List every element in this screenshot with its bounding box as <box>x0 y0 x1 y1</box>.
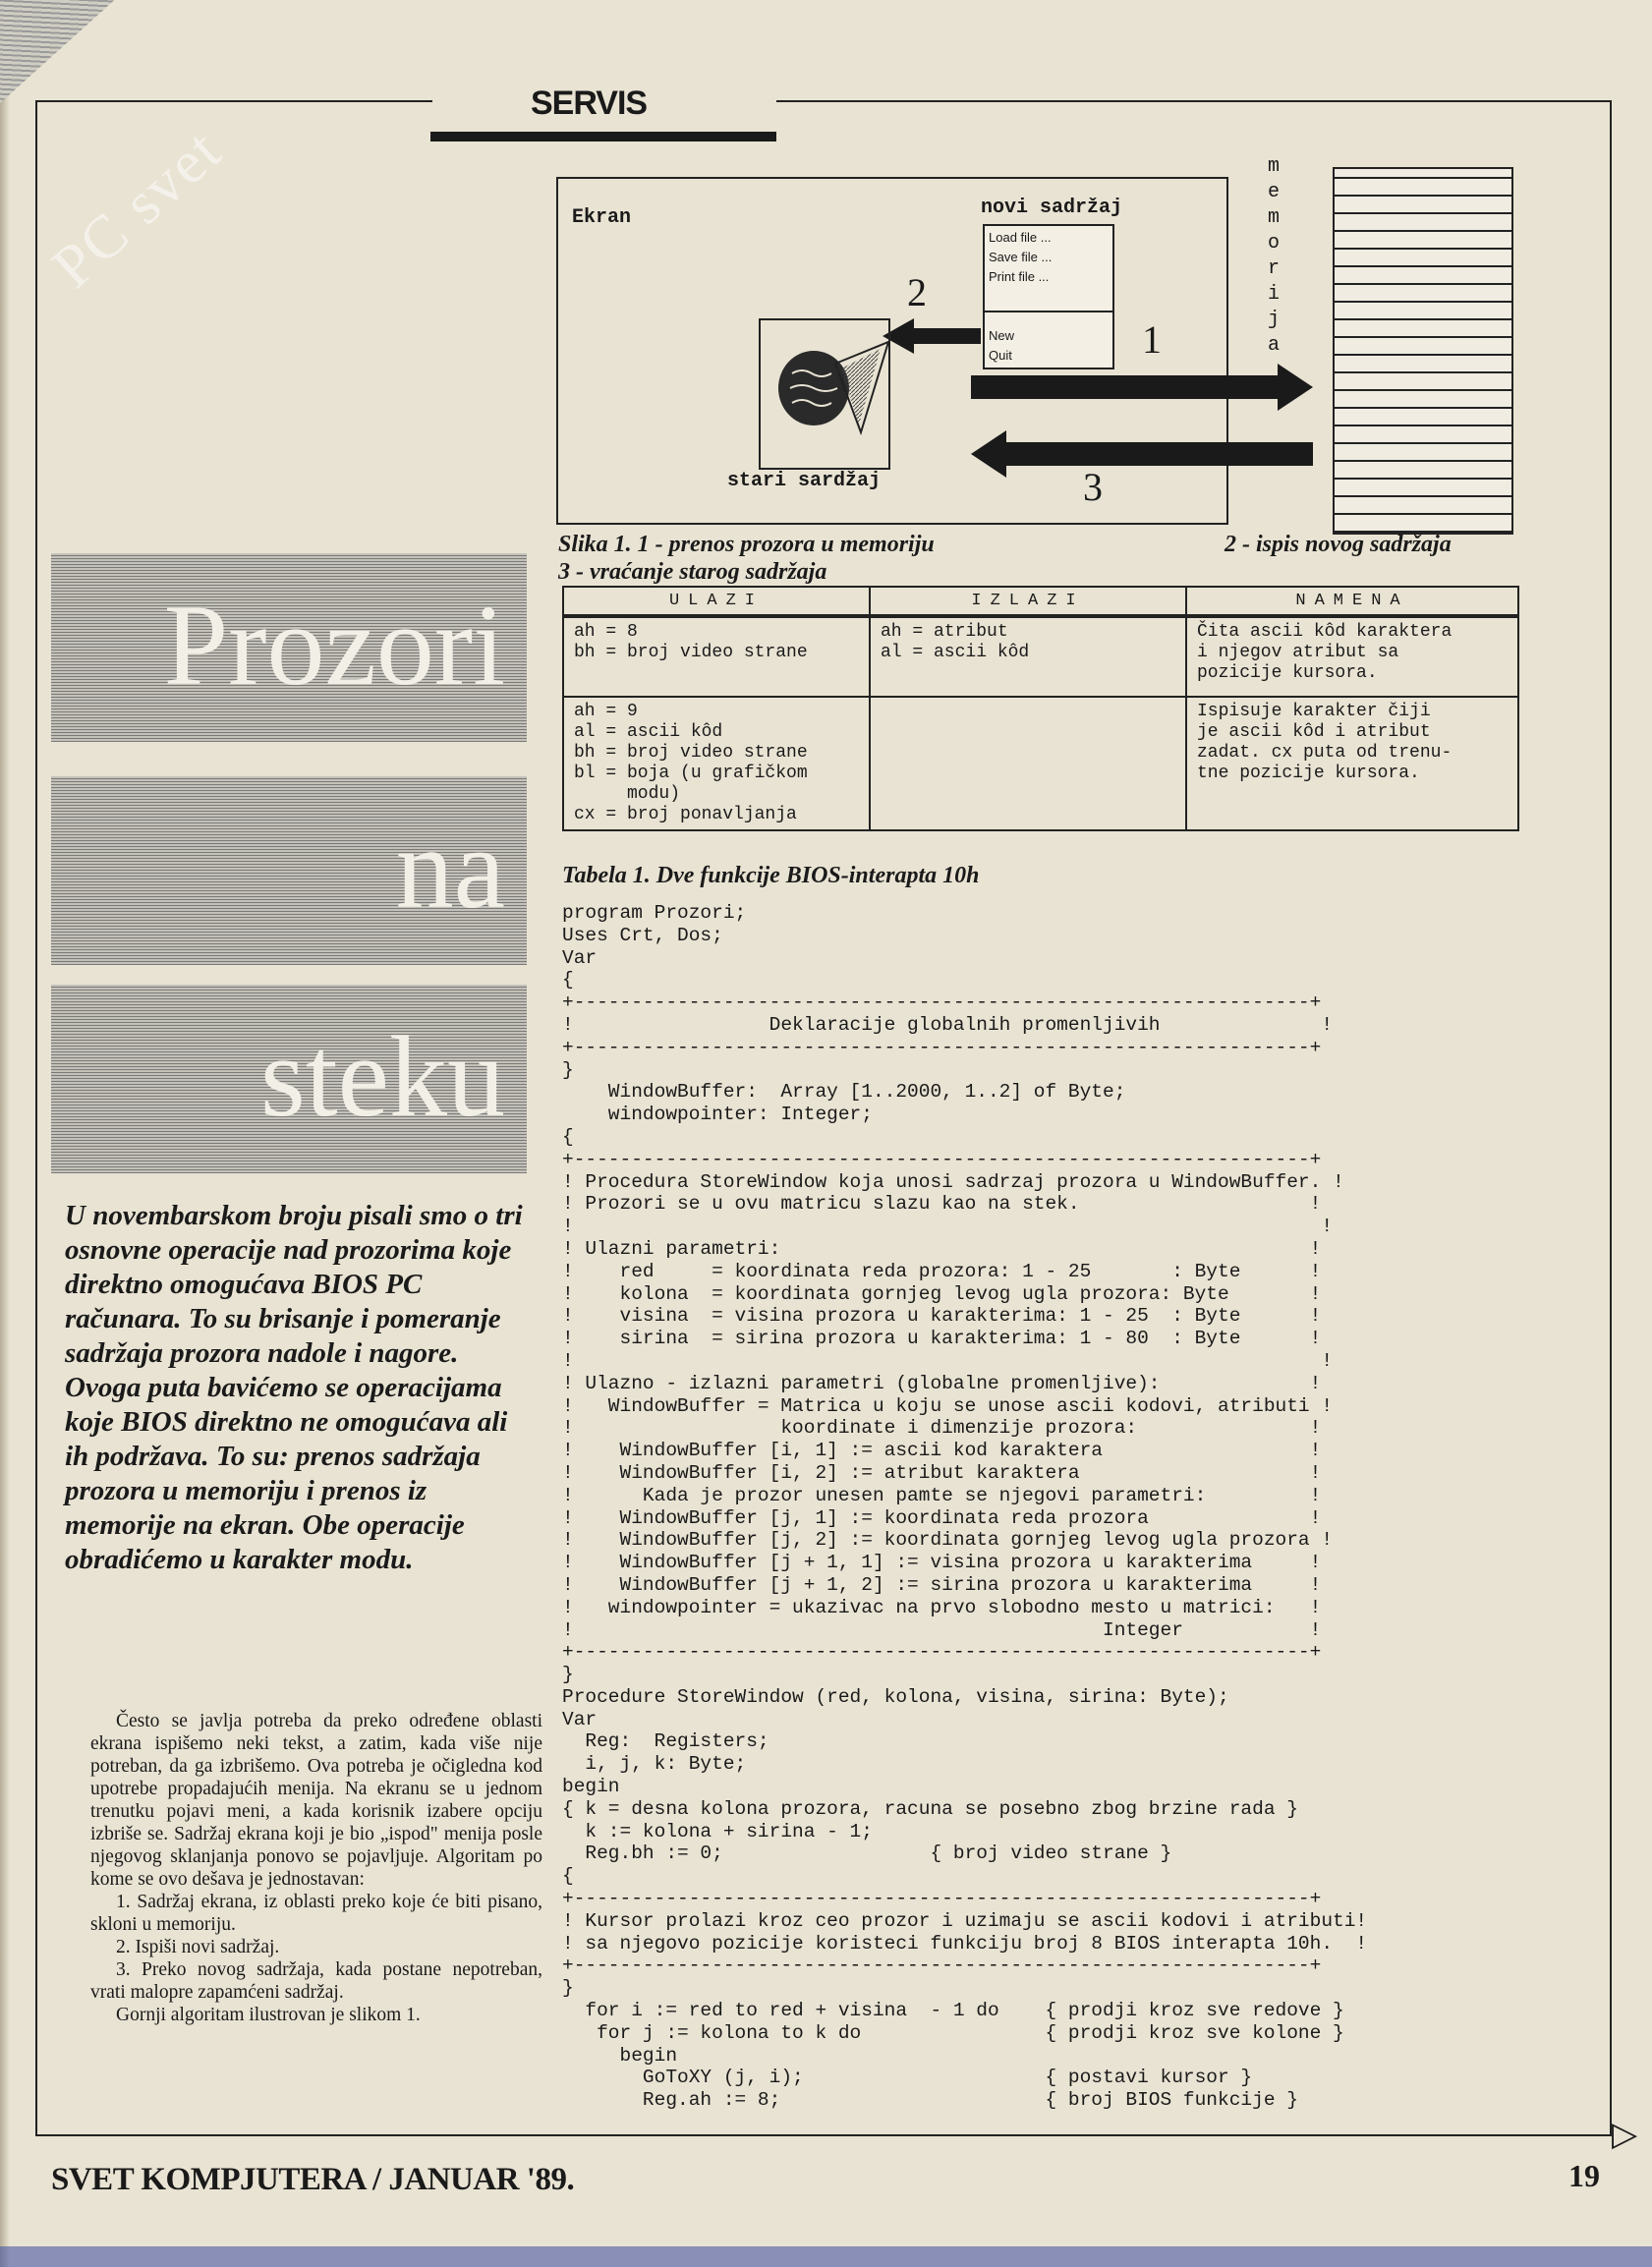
cell-line: Čita ascii kôd karaktera <box>1197 622 1453 642</box>
code-line: ! ! <box>562 1349 1334 1372</box>
code-line: +----------------------------------------------------------------+ <box>562 1641 1322 1664</box>
code-line: ! red = koordinata reda prozora: 1 - 25 : Byte ! <box>562 1260 1322 1282</box>
cell-line: modu) <box>574 784 681 804</box>
code-line: i, j, k: Byte; <box>562 1753 747 1776</box>
body-step-3: 3. Preko novog sadržaja, kada postane nepotreban, vrati malopre zapamćeni sadržaj. <box>90 1959 542 2003</box>
frame-bottom-rule <box>35 2134 1612 2136</box>
arrow-2-icon <box>883 316 981 356</box>
body-step-2: 2. Ispiši novi sadržaj. <box>116 1937 280 1957</box>
code-line: ! Kada je prozor unesen pamte se njegovi parametri: ! <box>562 1484 1322 1506</box>
screen-figure <box>556 177 1228 525</box>
code-line: } <box>562 1977 574 2000</box>
code-line: Reg.bh := 0; { broj video strane } <box>562 1842 1172 1865</box>
table-row <box>563 616 1518 697</box>
title-line-3: steku <box>259 1012 505 1141</box>
table-header-namena: NAMENA <box>1186 587 1518 616</box>
memory-letter: m <box>1268 155 1281 178</box>
bios-table <box>562 586 1519 831</box>
cell-line: pozicije kursora. <box>1197 663 1378 683</box>
cell-line: je ascii kôd i atribut <box>1197 722 1431 742</box>
code-line: +----------------------------------------------------------------+ <box>562 1148 1322 1170</box>
code-line: ! Prozori se u ovu matricu slazu kao na stek. ! <box>562 1193 1322 1216</box>
arrow-3-icon <box>971 430 1313 478</box>
table-cell-izlazi <box>870 616 1186 697</box>
code-line: ! WindowBuffer = Matrica u koju se unose ascii kodovi, atributi ! <box>562 1394 1334 1417</box>
code-listing <box>562 902 1545 2112</box>
arrow-2-label: 2 <box>907 270 927 314</box>
body-closing: Gornji algoritam ilustrovan je slikom 1. <box>116 2005 421 2025</box>
memory-letter: e <box>1268 181 1281 203</box>
code-line: Var <box>562 1708 598 1730</box>
code-line: { <box>562 1865 574 1888</box>
figure-caption-3: 3 - vraćanje starog sadržaja <box>558 559 827 585</box>
table-cell-ulazi <box>563 697 870 830</box>
table-cell-izlazi <box>870 697 1186 830</box>
cell-line: zadat. cx puta od trenu- <box>1197 743 1453 763</box>
code-line: Reg: Registers; <box>562 1730 769 1753</box>
corner-banner-text: PC svet <box>39 116 235 302</box>
code-line: { k = desna kolona prozora, racuna se posebno zbog brzine rada } <box>562 1797 1298 1820</box>
code-line: +----------------------------------------------------------------+ <box>562 1955 1322 1977</box>
code-line: ! sirina = sirina prozora u karakterima: 1 - 80 : Byte ! <box>562 1328 1322 1350</box>
table-row <box>563 697 1518 830</box>
body-text <box>90 1710 542 2026</box>
cell-line: bh = broj video strane <box>574 643 808 662</box>
table-header-izlazi: IZLAZI <box>870 587 1186 616</box>
cell-line: cx = broj ponavljanja <box>574 805 797 824</box>
arrow-3-label: 3 <box>1083 465 1103 509</box>
code-line: +----------------------------------------------------------------+ <box>562 992 1322 1014</box>
arrow-1-icon <box>971 364 1313 411</box>
screen-label: Ekran <box>572 206 632 229</box>
code-line: Reg.ah := 8; { broj BIOS funkcije } <box>562 2089 1298 2112</box>
body-paragraph: Često se javlja potreba da preko određene oblasti ekrana ispišemo neki tekst, a zatim, kada više nije potreban, da ga izbrišemo. Ova potreba je očigledna kod upotrebe propadajućih menija. Na ekranu se u jednom trenutku pojavi meni, a kada korisnik izabere opciju izbriše se. Sadržaj ekrana koji je bio „ispod" menija posle njegovog sklanjanja ponovo se pojavljuje. Algoritam po kome se ovo dešava je jednostavan: <box>90 1711 542 1890</box>
old-content-label: stari sardžaj <box>727 470 882 492</box>
code-line: ! Procedura StoreWindow koja unosi sadrzaj prozora u WindowBuffer. ! <box>562 1170 1344 1193</box>
title-block-1 <box>51 553 527 742</box>
menu-item-load: Load file ... <box>989 230 1052 245</box>
code-line: ! Ulazni parametri: ! <box>562 1237 1322 1260</box>
memory-letter: j <box>1268 309 1281 331</box>
code-line: Var <box>562 946 598 969</box>
code-line: { <box>562 1125 574 1148</box>
cell-line: al = ascii kôd <box>881 643 1030 662</box>
code-line: ! WindowBuffer [i, 1] := ascii kod karaktera ! <box>562 1440 1322 1462</box>
scan-edge <box>0 2246 1652 2267</box>
title-block-3 <box>51 985 527 1173</box>
code-line: ! WindowBuffer [j, 2] := koordinata gornjeg levog ugla prozora ! <box>562 1529 1334 1552</box>
menu-item-save: Save file ... <box>989 250 1053 264</box>
code-line: program Prozori; <box>562 902 747 924</box>
code-line: +----------------------------------------------------------------+ <box>562 1036 1322 1058</box>
code-line: ! kolona = koordinata gornjeg levog ugla prozora: Byte ! <box>562 1282 1322 1305</box>
frame-left-rule <box>35 100 37 2134</box>
cell-line: bl = boja (u grafičkom <box>574 764 808 783</box>
picture-content-icon <box>772 334 890 442</box>
table-header-ulazi: ULAZI <box>563 587 870 616</box>
menu-item-new: New <box>989 328 1015 343</box>
code-line: ! WindowBuffer [i, 2] := atribut karaktera ! <box>562 1461 1322 1484</box>
cell-line: i njegov atribut sa <box>1197 643 1399 662</box>
code-line: ! WindowBuffer [j, 1] := koordinata reda prozora ! <box>562 1506 1322 1529</box>
code-line: ! koordinate i dimenzije prozora: ! <box>562 1417 1322 1440</box>
code-line: begin <box>562 2044 678 2067</box>
table-caption: Tabela 1. Dve funkcije BIOS-interapta 10h <box>562 863 980 888</box>
code-line: windowpointer: Integer; <box>562 1104 873 1126</box>
cell-line: bh = broj video strane <box>574 743 808 763</box>
magazine-footer: SVET KOMPJUTERA / JANUAR '89. <box>51 2162 575 2197</box>
figure-caption-1: Slika 1. 1 - prenos prozora u memoriju <box>558 532 935 557</box>
new-content-label: novi sadržaj <box>981 197 1123 219</box>
page-number: 19 <box>1568 2158 1600 2193</box>
code-line: WindowBuffer: Array [1..2000, 1..2] of Byte; <box>562 1081 1126 1104</box>
memory-letter: m <box>1268 206 1281 229</box>
code-line: ! Ulazno - izlazni parametri (globalne promenljive): ! <box>562 1372 1322 1394</box>
title-line-1: Prozori <box>163 581 505 709</box>
code-line: ! Integer ! <box>562 1618 1322 1641</box>
code-line: } <box>562 1058 574 1081</box>
code-line: ! Kursor prolazi kroz ceo prozor i uzimaju se ascii kodovi i atributi! <box>562 1909 1368 1932</box>
code-line: GoToXY (j, i); { postavi kursor } <box>562 2067 1253 2089</box>
menu-item-quit: Quit <box>989 348 1012 363</box>
memory-letter: a <box>1268 334 1281 357</box>
code-line: ! WindowBuffer [j + 1, 2] := sirina prozora u karakterima ! <box>562 1573 1322 1596</box>
code-line: { <box>562 969 574 992</box>
cell-line: ah = atribut <box>881 622 1008 642</box>
code-line: Uses Crt, Dos; <box>562 924 723 946</box>
menu-top-group <box>985 226 1112 312</box>
frame-top-rule <box>35 100 1612 102</box>
code-line: } <box>562 1664 574 1686</box>
cell-line: ah = 8 <box>574 622 638 642</box>
title-line-2: na <box>395 804 505 933</box>
code-line: +----------------------------------------------------------------+ <box>562 1888 1322 1910</box>
lead-paragraph: U novembarskom broju pisali smo o tri osnovne operacije nad prozorima koje direktno omogućava BIOS PC računara. To su brisanje i pomeranje sadržaja prozora nadole i nagore. Ovoga puta bavićemo se operacijama koje BIOS direktno ne omogućava ali ih podržava. To su: prenos sadržaja prozora u memoriju i prenos iz memorije na ekran. Obe operacije obradićemo u karakter modu. <box>65 1200 523 1575</box>
table-header-row <box>563 587 1518 616</box>
cell-line: ah = 9 <box>574 702 638 721</box>
frame-right-rule <box>1610 100 1612 2134</box>
code-line: k := kolona + sirina - 1; <box>562 1820 873 1842</box>
cell-line: tne pozicije kursora. <box>1197 764 1420 783</box>
code-line: ! windowpointer = ukazivac na prvo slobodno mesto u matrici: ! <box>562 1596 1322 1618</box>
section-header-bar <box>430 132 776 142</box>
code-line: Procedure StoreWindow (red, kolona, visina, sirina: Byte); <box>562 1685 1229 1708</box>
code-line: ! WindowBuffer [j + 1, 1] := visina prozora u karakterima ! <box>562 1552 1322 1574</box>
dropdown-menu <box>983 224 1114 369</box>
title-block-2 <box>51 776 527 965</box>
code-line: ! sa njegovo pozicije koristeci funkciju broj 8 BIOS interapta 10h. ! <box>562 1932 1368 1955</box>
code-line: ! visina = visina prozora u karakterima: 1 - 25 : Byte ! <box>562 1305 1322 1328</box>
cell-line: al = ascii kôd <box>574 722 723 742</box>
code-line: ! ! <box>562 1216 1334 1238</box>
arrow-1-label: 1 <box>1142 317 1162 362</box>
memory-letter: i <box>1268 283 1281 306</box>
body-step-1: 1. Sadržaj ekrana, iz oblasti preko koje će biti pisano, skloni u memoriju. <box>90 1892 542 1935</box>
menu-item-print: Print file ... <box>989 269 1050 284</box>
table-cell-ulazi <box>563 616 870 697</box>
continue-arrow-icon: ▷ <box>1612 2117 1638 2153</box>
figure-caption-2: 2 - ispis novog sadržaja <box>1225 532 1452 557</box>
section-header: SERVIS <box>531 85 648 122</box>
table-cell-namena <box>1186 616 1518 697</box>
code-line: ! Deklaracije globalnih promenljivih ! <box>562 1013 1334 1036</box>
code-line: for i := red to red + visina - 1 do { prodji kroz sve redove } <box>562 2000 1344 2022</box>
memory-letter: o <box>1268 232 1281 255</box>
menu-bottom-group <box>985 312 1112 366</box>
cell-line: Ispisuje karakter čiji <box>1197 702 1431 721</box>
code-line: for j := kolona to k do { prodji kroz sve kolone } <box>562 2021 1344 2044</box>
memory-stack <box>1333 167 1513 535</box>
code-line: begin <box>562 1776 620 1798</box>
memory-letter: r <box>1268 257 1281 280</box>
table-cell-namena <box>1186 697 1518 830</box>
